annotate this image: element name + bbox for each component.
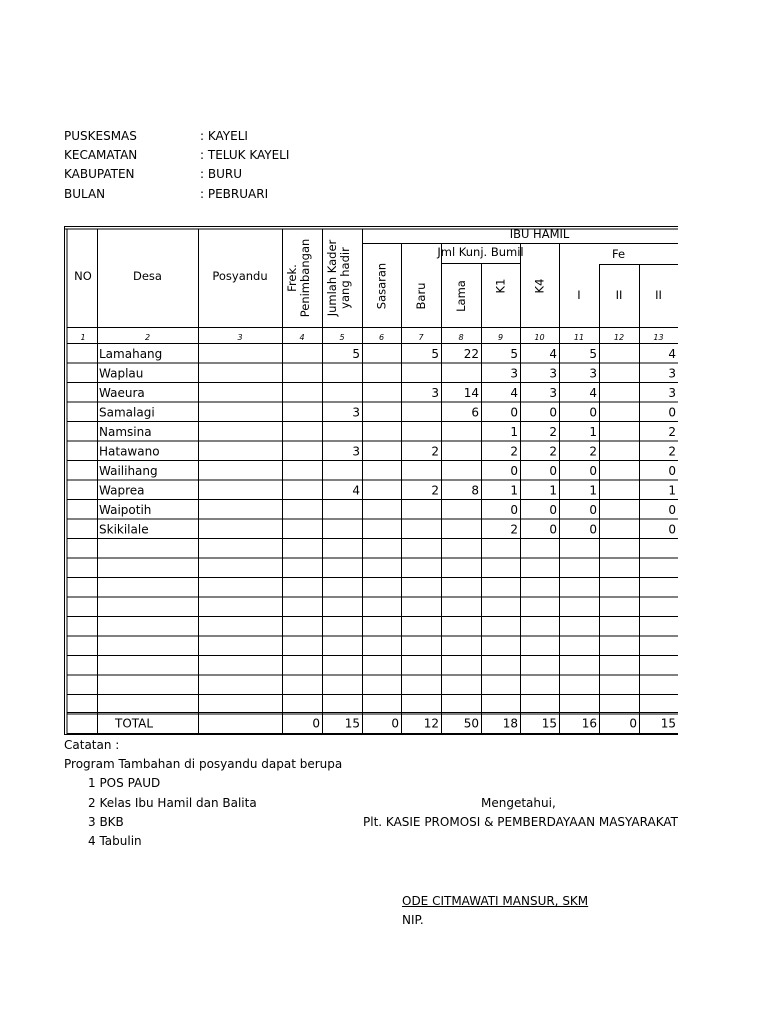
cell-kader: 4 xyxy=(352,483,360,498)
cell-k1: 1 xyxy=(510,483,518,498)
header-value: : KAYELI xyxy=(200,129,248,143)
col-frek-header: Frek. xyxy=(285,264,299,292)
column-number: 8 xyxy=(458,333,464,342)
cell-fe1: 5 xyxy=(589,347,597,361)
header-value: : PEBRUARI xyxy=(200,187,269,201)
desa-name: Namsina xyxy=(99,425,152,439)
col-k4-header: K4 xyxy=(532,278,547,294)
desa-name: Lamahang xyxy=(99,347,163,361)
mengetahui-label: Mengetahui, xyxy=(481,796,556,810)
cell-k4: 0 xyxy=(549,503,557,517)
cell-k1: 3 xyxy=(510,366,518,381)
column-number: 7 xyxy=(418,333,424,342)
column-number: 5 xyxy=(339,333,345,342)
program-item-1: 1 POS PAUD xyxy=(88,776,161,790)
desa-name: Hatawano xyxy=(99,444,160,459)
total-fe3: 15 xyxy=(660,716,676,731)
kunj-bumil-header: Jml Kunj. Bumil xyxy=(437,245,524,259)
desa-name: Skikilale xyxy=(99,522,149,537)
col-frek-header: Penimbangan xyxy=(298,238,312,318)
col-fe-iii-header: II xyxy=(655,288,662,302)
cell-fe1: 4 xyxy=(589,386,597,400)
cell-fe3: 3 xyxy=(668,366,676,381)
total-sasaran: 0 xyxy=(391,716,399,731)
program-item-2: 2 Kelas Ibu Hamil dan Balita xyxy=(88,796,257,810)
cell-fe1: 2 xyxy=(589,444,597,459)
cell-fe1: 0 xyxy=(589,464,597,478)
total-fe1: 16 xyxy=(581,716,597,731)
cell-k1: 0 xyxy=(510,503,518,517)
signer-position: Plt. KASIE PROMOSI & PEMBERDAYAAN MASYARAKAT xyxy=(363,815,678,829)
desa-name: Waplau xyxy=(99,366,144,381)
cell-fe3: 3 xyxy=(668,386,676,400)
ibu-hamil-header: IBU HAMIL xyxy=(509,227,570,241)
cell-lama: 8 xyxy=(471,483,479,498)
cell-k1: 5 xyxy=(510,347,518,361)
col-baru-header: Baru xyxy=(414,282,428,310)
desa-name: Wailihang xyxy=(99,464,158,478)
col-fe-header: Fe xyxy=(611,247,626,261)
cell-lama: 14 xyxy=(463,386,479,400)
column-number: 3 xyxy=(237,333,243,342)
col-no-header: NO xyxy=(74,269,92,283)
cell-fe3: 1 xyxy=(668,483,676,498)
table-grid xyxy=(64,226,678,739)
col-posyandu-header: Posyandu xyxy=(212,269,268,283)
cell-k1: 0 xyxy=(510,405,518,420)
column-number: 11 xyxy=(573,333,585,342)
cell-k4: 2 xyxy=(549,444,557,459)
header-value: : BURU xyxy=(200,167,242,181)
cell-kader: 3 xyxy=(352,405,360,420)
cell-kader: 5 xyxy=(352,347,360,361)
desa-name: Waeura xyxy=(99,386,145,400)
col-k1-header: K1 xyxy=(493,278,508,294)
column-number: 1 xyxy=(80,333,86,342)
cell-k4: 4 xyxy=(549,347,557,361)
cell-baru: 2 xyxy=(431,483,439,498)
header-key: KABUPATEN xyxy=(64,167,135,181)
cell-fe3: 4 xyxy=(668,347,676,361)
cell-baru: 3 xyxy=(431,386,439,400)
cell-fe1: 1 xyxy=(589,483,597,498)
total-frek: 0 xyxy=(312,716,320,731)
cell-fe1: 1 xyxy=(589,425,597,439)
col-lama-header: Lama xyxy=(454,280,468,312)
signer-nip: NIP. xyxy=(402,913,424,927)
desa-name: Samalagi xyxy=(99,405,155,420)
cell-k1: 2 xyxy=(510,522,518,537)
total-kader: 15 xyxy=(344,716,360,731)
column-number: 6 xyxy=(378,333,385,342)
total-lama: 50 xyxy=(463,716,479,731)
cell-k4: 3 xyxy=(549,386,557,400)
column-number: 2 xyxy=(144,333,151,342)
cell-k1: 4 xyxy=(510,386,518,400)
column-number: 13 xyxy=(653,333,664,342)
cell-baru: 2 xyxy=(431,444,439,459)
cell-lama: 22 xyxy=(463,347,479,361)
col-desa-header: Desa xyxy=(133,269,162,283)
ibu-hamil-table xyxy=(64,226,678,739)
cell-lama: 6 xyxy=(471,405,479,420)
desa-name: Waprea xyxy=(99,483,145,498)
total-baru: 12 xyxy=(423,716,439,731)
total-k4: 15 xyxy=(541,716,557,731)
cell-k4: 2 xyxy=(549,425,557,439)
column-number: 12 xyxy=(613,333,625,342)
cell-k4: 0 xyxy=(549,464,557,478)
cell-fe3: 0 xyxy=(668,503,676,517)
catatan-label: Catatan : xyxy=(64,738,120,752)
col-fe-ii-header: II xyxy=(615,288,623,302)
cell-k1: 1 xyxy=(510,425,518,439)
program-item-4: 4 Tabulin xyxy=(88,834,142,848)
col-kader-header: yang hadir xyxy=(338,247,352,309)
cell-fe1: 0 xyxy=(589,522,597,537)
column-number: 10 xyxy=(534,333,545,342)
col-fe-i-header: I xyxy=(577,288,581,302)
cell-fe3: 2 xyxy=(668,444,676,459)
header-key: KECAMATAN xyxy=(64,148,138,162)
total-k1: 18 xyxy=(502,716,518,731)
cell-fe3: 0 xyxy=(668,464,676,478)
cell-fe3: 0 xyxy=(668,522,676,537)
cell-fe1: 0 xyxy=(589,503,597,517)
signer-name: ODE CITMAWATI MANSUR, SKM xyxy=(402,894,589,908)
cell-fe1: 3 xyxy=(589,366,597,381)
col-kader-header: Jumlah Kader xyxy=(325,239,339,317)
program-item-3: 3 BKB xyxy=(88,815,124,829)
header-key: PUSKESMAS xyxy=(64,129,137,143)
total-label: TOTAL xyxy=(115,716,154,731)
cell-k4: 0 xyxy=(549,522,557,537)
column-number: 9 xyxy=(497,333,504,342)
cell-k1: 0 xyxy=(510,464,518,478)
cell-k4: 3 xyxy=(549,366,557,381)
cell-k1: 2 xyxy=(510,444,518,459)
header-value: : TELUK KAYELI xyxy=(200,148,290,162)
col-sasaran-header: Sasaran xyxy=(374,262,389,310)
program-intro: Program Tambahan di posyandu dapat berupa xyxy=(64,757,343,771)
cell-baru: 5 xyxy=(431,347,439,361)
cell-fe1: 0 xyxy=(589,405,597,420)
cell-k4: 1 xyxy=(549,483,557,498)
header-key: BULAN xyxy=(64,187,106,201)
cell-k4: 0 xyxy=(549,405,557,420)
cell-fe3: 2 xyxy=(668,425,676,439)
column-number: 4 xyxy=(299,333,305,342)
total-fe2: 0 xyxy=(629,716,637,731)
desa-name: Waipotih xyxy=(99,503,152,517)
cell-kader: 3 xyxy=(352,444,360,459)
cell-fe3: 0 xyxy=(668,405,676,420)
